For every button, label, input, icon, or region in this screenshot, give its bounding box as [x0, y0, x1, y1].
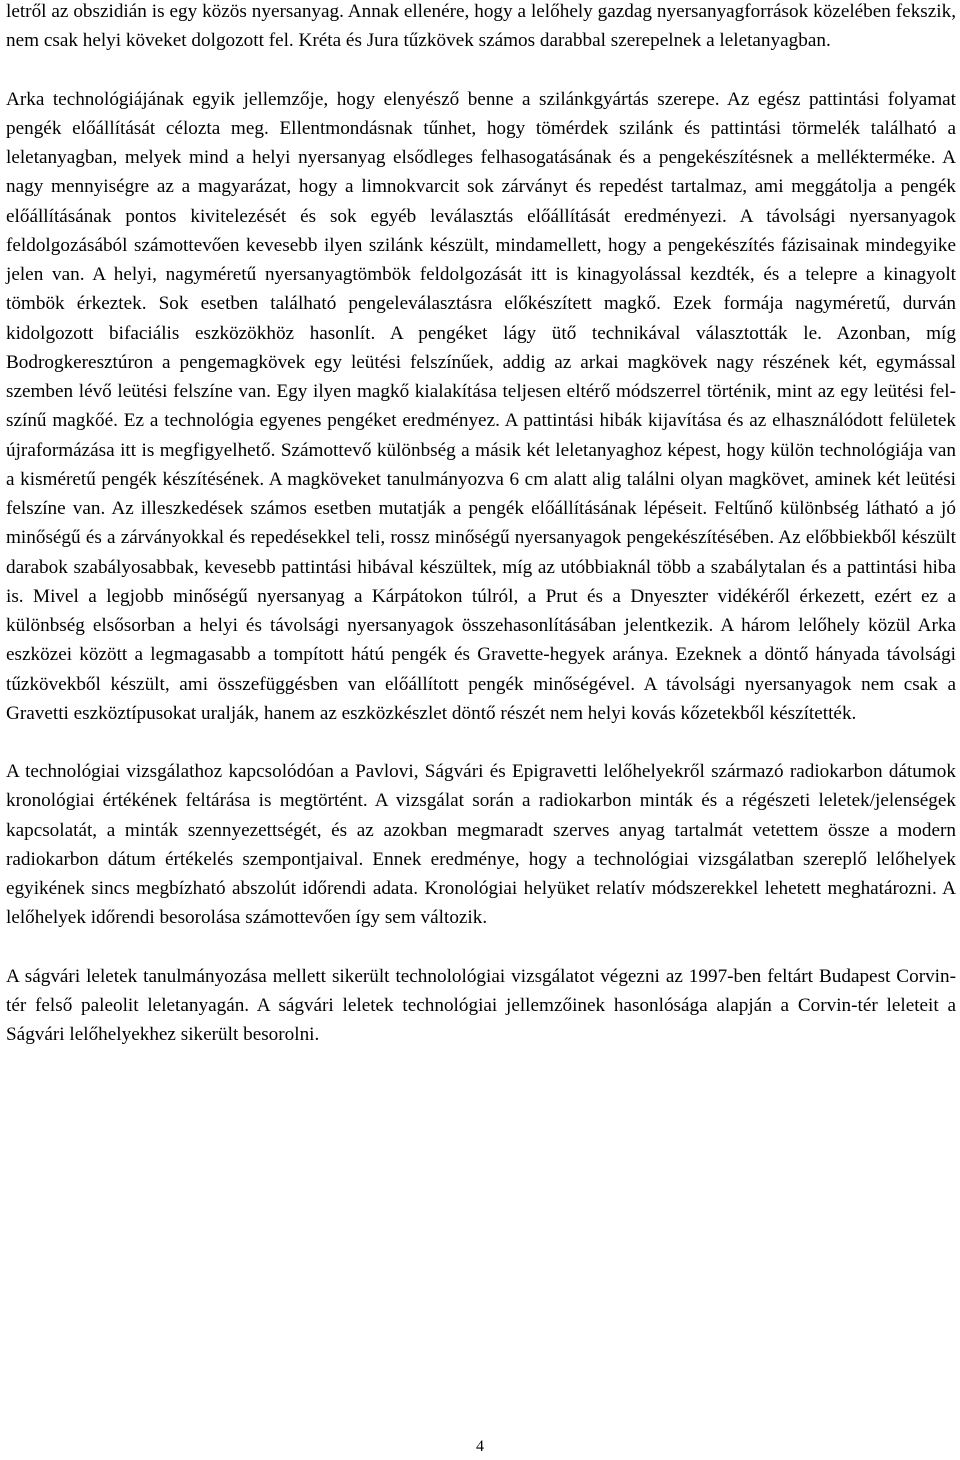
body-text	[6, 0, 956, 1049]
paragraph-corvin-ter: A ságvári leletek tanulmányozása mellett sikerült technolológiai vizsgálatot végezni az 1997-ben feltárt Budapest Corvin-tér felső paleolit leletanyagán. A ságvári leletek technológiai jellemzőinek hasonlósága alapján a Corvin-tér leleteit a Ságvári lelőhelyekhez sikerült besorolni.	[6, 965, 956, 1045]
paragraph-radiocarbon-dating: A technológiai vizsgálathoz kapcsolódóan a Pavlovi, Ságvári és Epigravetti lelőhelyekről származó radiokarbon dátumok kronológiai értékének feltárása is megtörtént. A vizsgálat során a radiokarbon minták és a régészeti leletek/jelenségek kapcsolatát, a minták szennyezettségét, és az azokban megmaradt szerves anyag tartalmát vetettem össze a modern radiokarbon dátum értékelés szempontjaival. Ennek eredménye, hogy a technológiai vizsgálatban szereplő lelőhelyek egyikének sincs megbízható abszolút időrendi adata. Kronológiai helyüket relatív módszerekkel lehetett meghatározni. A lelőhelyek időrendi besorolása számottevően így sem változik.	[6, 761, 956, 929]
page-number: 4	[476, 1438, 484, 1455]
paragraph-raw-materials: letről az obszidián is egy közös nyersanyag. Annak ellenére, hogy a lelőhely gazdag nyersanyagforrások közelében fekszik, nem csak helyi köveket dolgozott fel. Kréta és Jura tűzkövek számos darabbal szerepelnek a leletanyagban.	[6, 1, 956, 52]
paragraph-arka-technology: Arka technológiájának egyik jellemzője, hogy elenyésző benne a szilánkgyártás szerepe. Az egész pattintási folyamat pengék előállítását célozta meg. Ellentmondásnak tűnhet, hogy tömérdek szilánk és pattintási törmelék található a leletanyagban, melyek mind a helyi nyersanyag elsődleges felhasogatásának és a pengekészítésnek a mellékterméke. A nagy mennyiségre az a magyarázat, hogy a limnokvarcit sok zárványt és repedést tartalmaz, ami meggátolja a pengék előállításának pontos kivitelezését és sok egyéb leválasztás előállítását eredményezi. A távolsági nyersanyagok feldolgozásából számottevően kevesebb ilyen szilánk készült, mindamellett, hogy a pengekészítés fázisainak mindegyike jelen van. A helyi, nagyméretű nyersanyagtömbök feldolgozását itt is kinagyolással kezdték, és a telepre a kinagyolt tömbök érkeztek. Sok esetben található pengeleválasztásra előkészített magkő. Ezek formája nagyméretű, durván kidolgozott bifaciális eszközökhöz hasonlít. A pengéket lágy ütő technikával választották le. Azonban, míg Bodrogkeresztúron a pengemagkövek egy leütési felszínűek, addig az arkai magkövek nagy részének két, egymással szemben lévő leütési felszíne van. Egy ilyen magkő kialakítása teljesen eltérő módszerrel történik, mint az egy leütési felszínű magkőé. Ez a technológia egyenes pengéket eredményez. A pattintási hibák kijavítása és az elhasználódott felületek újraformázása itt is megfigyelhető. Számottevő különbség a másik két leletanyaghoz képest, hogy külön technológiája van a kisméretű pengék készítésének. A magköveket tanulmányozva 6 cm alatt alig találni olyan magkövet, aminek két leütési felszíne van. Az illeszkedések számos esetben mutatják a pengék előállításának lépéseit. Feltűnő különbség látható a jó minőségű és a zárványokkal és repedésekkel teli, rossz minőségű nyersanyagok pengekészítésében. Az előbbiekből készült darabok szabályosabbak, kevesebb pattintási hibával készültek, míg az utóbbiaknál több a szabálytalan és a pattintási hiba is. Mivel a legjobb minőségű nyersanyag a Kárpátokon túlról, a Prut és a Dnyeszter vidékéről érkezett, ezért ez a különbség elsősorban a helyi és távolsági nyersanyagok összehasonlításában jelentkezik. A három lelőhely közül Arka eszközei között a legmagasabb a tompított hátú pengék és Gravette-hegyek aránya. Ezeknek a döntő hányada távolsági tűzkövekből készült, ami összefüggésben van előállított pengék minőségével. A távolsági nyersanyagok nem csak a Gravetti eszköztípusokat uralják, hanem az eszközkészlet döntő részét nem helyi kovás kőzetekből készítették.	[6, 88, 956, 724]
